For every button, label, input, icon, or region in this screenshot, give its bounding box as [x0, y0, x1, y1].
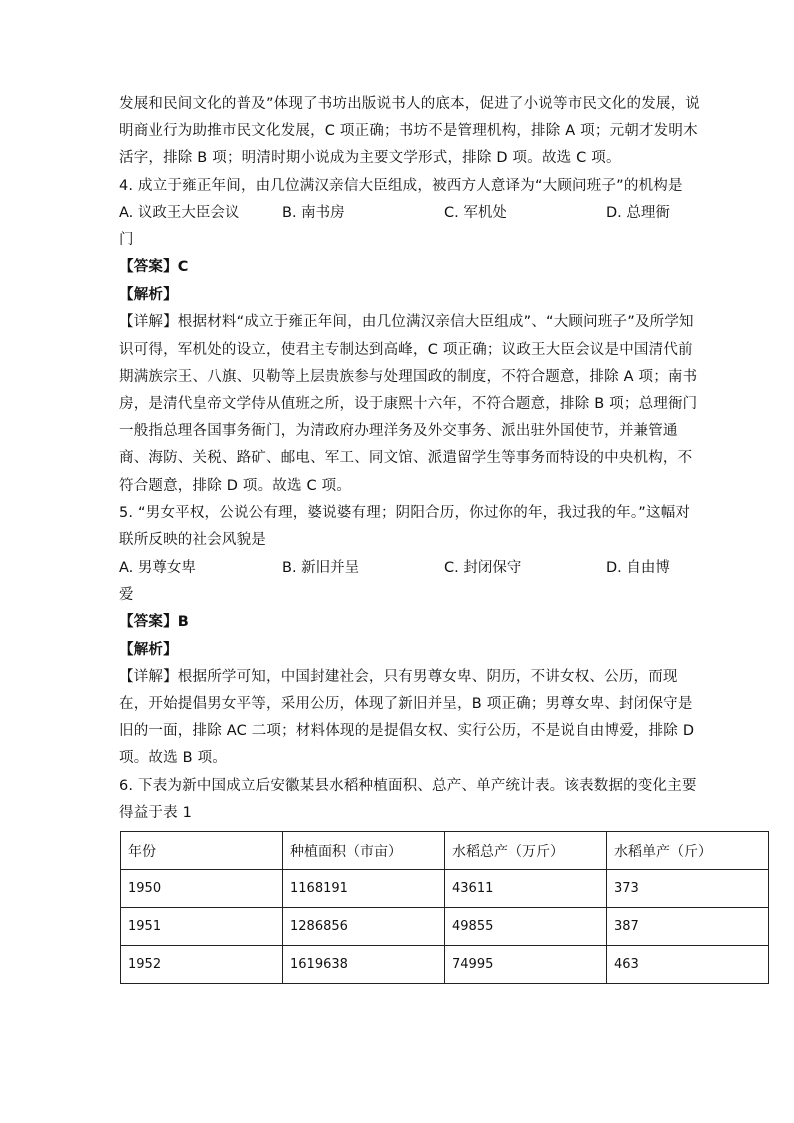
question-5-stem: 联所反映的社会风貌是 [119, 532, 266, 548]
cell-unit-yield: 463 [607, 946, 769, 984]
cell-area: 1286856 [283, 908, 445, 946]
rice-statistics-table [120, 831, 769, 984]
cell-total-output: 43611 [445, 870, 607, 908]
q5-option-b: B. 新旧并呈 [282, 560, 360, 576]
cell-total-output: 49855 [445, 908, 607, 946]
q4-option-d: D. 总理衙 [606, 205, 670, 221]
text-line: 活字，排除 B 项；明清时期小说成为主要文学形式，排除 D 项。故选 C 项。 [119, 150, 621, 166]
q4-option-d-wrap: 门 [119, 232, 134, 248]
table-header-row [121, 832, 769, 870]
cell-unit-yield: 373 [607, 870, 769, 908]
q4-option-c: C. 军机处 [444, 205, 507, 221]
cell-unit-yield: 387 [607, 908, 769, 946]
q5-detail-line: 旧的一面，排除 AC 二项；材料体现的是提倡女权、实行公历，不是说自由博爱，排除 D [119, 723, 695, 739]
q4-detail-line: 符合题意，排除 D 项。故选 C 项。 [119, 478, 352, 494]
text-line: 发展和民间文化的普及”体现了书坊出版说书人的底本，促进了小说等市民文化的发展，说 [119, 96, 701, 112]
q4-detail-line: 期满族宗王、八旗、贝勒等上层贵族参与处理国政的制度，不符合题意，排除 A 项；南书 [119, 369, 698, 385]
cell-year: 1951 [121, 908, 283, 946]
q4-detail-line: 商、海防、关税、路矿、邮电、军工、同文馆、派遣留学生等事务而特设的中央机构，不 [119, 450, 693, 466]
q5-analysis-label: 【解析】 [119, 642, 178, 658]
q4-answer: 【答案】C [119, 259, 189, 275]
q4-analysis-label: 【解析】 [119, 287, 178, 303]
table-row [121, 870, 769, 908]
q5-detail-line: 在，开始提倡男女平等，采用公历，体现了新旧并呈，B 项正确；男尊女卑、封闭保守是 [119, 696, 693, 712]
question-4-stem: 4. 成立于雍正年间，由几位满汉亲信大臣组成，被西方人意译为“大顾问班子”的机构是 [119, 178, 683, 194]
header-year: 年份 [121, 832, 283, 870]
cell-year: 1950 [121, 870, 283, 908]
header-area: 种植面积（市亩） [283, 832, 445, 870]
question-5-stem: 5. “男女平权，公说公有理，婆说婆有理；阴阳合历，你过你的年，我过我的年。”这幅对 [119, 505, 691, 521]
q5-option-d-wrap: 爱 [119, 587, 134, 603]
q5-answer: 【答案】B [119, 614, 190, 630]
header-unit-yield: 水稻单产（斤） [607, 832, 769, 870]
text-line: 明商业行为助推市民文化发展，C 项正确；书坊不是管理机构，排除 A 项；元朝才发明木 [119, 123, 698, 139]
q5-option-d: D. 自由博 [606, 560, 670, 576]
q5-detail-line: 【详解】根据所学可知，中国封建社会，只有男尊女卑、阴历，不讲女权、公历，而现 [119, 669, 678, 685]
q5-option-c: C. 封闭保守 [444, 560, 522, 576]
q5-detail-line: 项。故选 B 项。 [119, 750, 227, 766]
cell-area: 1619638 [283, 946, 445, 984]
q4-detail-line: 一般指总理各国事务衙门，为清政府办理洋务及外交事务、派出驻外国使节，并兼管通 [119, 423, 678, 439]
q4-option-a: A. 议政王大臣会议 [119, 205, 240, 221]
q5-option-a: A. 男尊女卑 [119, 560, 196, 576]
q4-option-b: B. 南书房 [282, 205, 345, 221]
cell-total-output: 74995 [445, 946, 607, 984]
q4-detail-line: 识可得，军机处的设立，使君主专制达到高峰，C 项正确；议政王大臣会议是中国清代前 [119, 342, 693, 358]
question-6-stem: 得益于表 1 [119, 805, 193, 821]
cell-year: 1952 [121, 946, 283, 984]
table-row [121, 908, 769, 946]
header-total-output: 水稻总产（万斤） [445, 832, 607, 870]
table-row [121, 946, 769, 984]
q4-detail-line: 房，是清代皇帝文学侍从值班之所，设于康熙十六年，不符合题意，排除 B 项；总理衙门 [119, 396, 698, 412]
question-6-stem: 6. 下表为新中国成立后安徽某县水稻种植面积、总产、单产统计表。该表数据的变化主要 [119, 778, 697, 794]
cell-area: 1168191 [283, 870, 445, 908]
q4-detail-line: 【详解】根据材料“成立于雍正年间，由几位满汉亲信大臣组成”、“大顾问班子”及所学知 [119, 314, 694, 330]
